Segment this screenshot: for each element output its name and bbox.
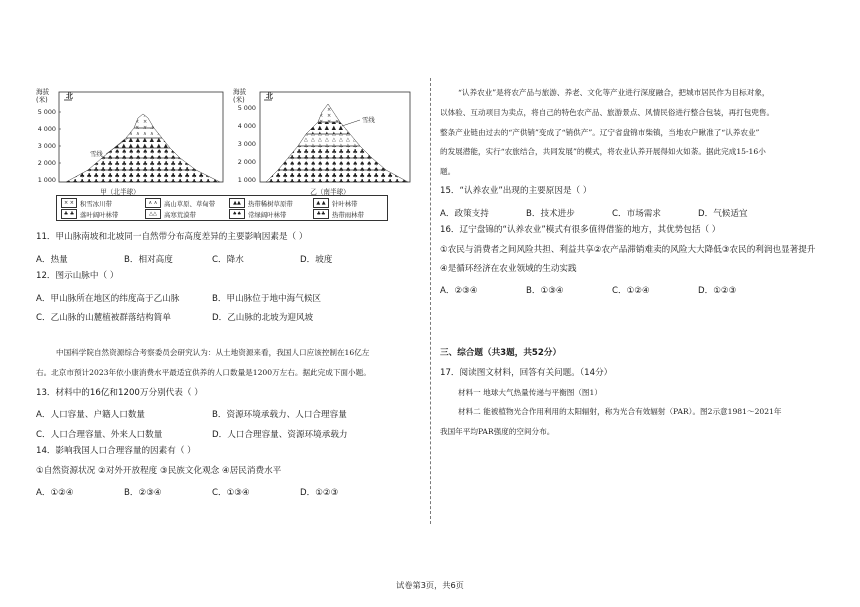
- q15-option-a[interactable]: A．政策支持: [440, 209, 489, 219]
- q13-stem: 13．材料中的16亿和1200万分别代表（ ）: [36, 388, 203, 398]
- q11-option-c[interactable]: C．降水: [212, 255, 244, 265]
- q13-option-a[interactable]: A．人口容量、户籍人口数量: [36, 410, 146, 420]
- q16-option-b[interactable]: B．①③④: [526, 286, 564, 296]
- passage-15-16-line1: “认养农业”是将农产品与旅游、养老、文化等产业进行深度融合，把城市居民作为目标对象，: [458, 88, 770, 97]
- q11-option-d[interactable]: D．坡度: [300, 255, 333, 265]
- yi-tick-4000: 4 000: [237, 122, 256, 130]
- jia-tick-2000: 2 000: [37, 159, 56, 167]
- page-footer: 试卷第3页，共6页: [396, 580, 464, 590]
- q13-option-b[interactable]: B．资源环境承载力、人口合理容量: [212, 410, 347, 420]
- legend-item: × × 积雪冰川带: [61, 198, 112, 208]
- q12-option-c[interactable]: C．乙山脉的山麓植被群落结构简单: [36, 313, 171, 323]
- q14-option-a[interactable]: A．①②④: [36, 488, 74, 498]
- q16-option-c[interactable]: C．①②④: [612, 286, 650, 296]
- jia-axis-title-1: 海拔: [36, 88, 50, 96]
- q14-stem: 14．影响我国人口合理容量的因素有（ ）: [36, 446, 196, 456]
- legend-item: ♣ ♣ 落叶阔叶林带: [61, 209, 118, 219]
- q12-stem: 12．图示山脉中（ ）: [36, 271, 119, 281]
- legend-item: ▲▲ 热带稀树草原带: [229, 198, 293, 208]
- q11-option-a[interactable]: A．热量: [36, 255, 68, 265]
- passage-15-16-line5: 题。: [440, 167, 456, 176]
- q12-option-b[interactable]: B．甲山脉位于地中海气候区: [212, 294, 322, 304]
- q16-items-1: ①农民与消费者之间风险共担、利益共享②农产品滞销难卖的风险大大降低③农民的利润也显著提升: [440, 245, 816, 255]
- q14-option-b[interactable]: B．②③④: [124, 488, 162, 498]
- panel-yi: [233, 88, 410, 196]
- yi-axis-title-2: (米): [233, 96, 245, 104]
- yi-tick-5000: 5 000: [237, 104, 256, 112]
- yi-tick-1000: 1 000: [237, 176, 256, 184]
- q16-stem: 16．辽宁盘锦的“认养农业”模式有很多值得借鉴的地方，其优势包括（ ）: [440, 225, 721, 235]
- jia-north-label: 北: [66, 92, 73, 100]
- legend-item: ∧ ∧ 高山草原、草甸带: [145, 198, 215, 208]
- yi-caption: 乙（南半球）: [310, 188, 350, 196]
- jia-caption: 甲（北半球）: [100, 188, 140, 196]
- yi-tick-2000: 2 000: [237, 158, 256, 166]
- q16-option-d[interactable]: D．①②③: [698, 286, 737, 296]
- yi-north-label: 北: [266, 92, 273, 100]
- q12-option-a[interactable]: A．甲山脉所在地区的纬度高于乙山脉: [36, 294, 180, 304]
- q11-stem: 11．甲山脉南坡和北坡同一自然带分布高度差异的主要影响因素是（ ）: [36, 232, 308, 242]
- jia-tick-1000: 1 000: [37, 176, 56, 184]
- legend-item: ♣♣ 热带雨林带: [313, 209, 364, 219]
- yi-snowline-label: 雪线: [362, 116, 375, 124]
- q12-option-d[interactable]: D．乙山脉的北坡为迎风坡: [212, 313, 314, 323]
- passage-15-16-line2: 以体验、互动项目为卖点，将自己的特色农产品、旅游景点、风情民俗进行整合包装，再打包兜售。: [440, 108, 775, 117]
- q14-items: ①自然资源状况 ②对外开放程度 ③民族文化观念 ④居民消费水平: [36, 466, 282, 476]
- q15-option-b[interactable]: B．技术进步: [526, 209, 575, 219]
- yi-tick-3000: 3 000: [237, 140, 256, 148]
- q17-material-2-line1: 材料二 能被植物光合作用利用的太阳辐射，称为光合有效辐射（PAR）。图2示意1981～2021年: [458, 407, 782, 416]
- q15-option-c[interactable]: C．市场需求: [612, 209, 661, 219]
- legend-item: ♠♠ 常绿阔叶林带: [229, 209, 286, 219]
- yi-axis-title-1: 海拔: [233, 88, 247, 96]
- q15-option-d[interactable]: D．气候适宜: [698, 209, 748, 219]
- q15-stem: 15．“认养农业”出现的主要原因是（ ）: [440, 186, 592, 196]
- passage-13-14-line2: 右。北京市预计2023年依小康消费水平最适宜供养的人口数量是1200万左右。据此完成下面小题。: [36, 368, 371, 377]
- jia-snowline-label: 雪线: [90, 150, 103, 158]
- jia-tick-3000: 3 000: [37, 142, 56, 150]
- jia-tick-4000: 4 000: [37, 125, 56, 133]
- passage-15-16-line3: 整条产业链由过去的“产供销”变成了“销供产”。辽宁省盘锦市柴镇，当地农户瞅准了“认养农业”: [440, 128, 760, 137]
- column-divider: [430, 78, 431, 524]
- q16-items-2: ④是循环经济在农业领域的生动实践: [440, 264, 577, 274]
- legend-item: ▲ ▲ 针叶林带: [313, 198, 358, 208]
- q13-option-c[interactable]: C．人口合理容量、外来人口数量: [36, 430, 163, 440]
- q17-stem: 17．阅读图文材料，回答有关问题。（14分）: [440, 368, 613, 378]
- figure-legend: [56, 195, 388, 221]
- q14-option-c[interactable]: C．①③④: [212, 488, 250, 498]
- jia-axis-title-2: (米): [36, 96, 48, 104]
- q17-material-2-line2: 我国年平均PAR强度的空间分布。: [440, 427, 555, 436]
- q11-option-b[interactable]: B．相对高度: [124, 255, 173, 265]
- passage-13-14-line1: 中国科学院自然资源综合考察委员会研究认为：从土地资源来看，我国人口应该控制在16亿左: [56, 348, 370, 357]
- q14-option-d[interactable]: D．①②③: [300, 488, 339, 498]
- legend-item: △△ 高寒荒漠带: [145, 209, 196, 219]
- q13-option-d[interactable]: D．人口合理容量、资源环境承载力: [212, 430, 348, 440]
- section-3-heading: 三、综合题（共3题，共52分）: [440, 348, 562, 358]
- q16-option-a[interactable]: A．②③④: [440, 286, 478, 296]
- panel-jia: [36, 88, 223, 196]
- q17-material-1: 材料一 地球大气热量传递与平衡图（图1）: [458, 388, 602, 397]
- passage-15-16-line4: 的发展潜能，实行“农旅结合，共同发展”的模式，将农业认养开展得如火如荼。据此完成15-16小: [440, 147, 766, 156]
- jia-tick-5000: 5 000: [37, 108, 56, 116]
